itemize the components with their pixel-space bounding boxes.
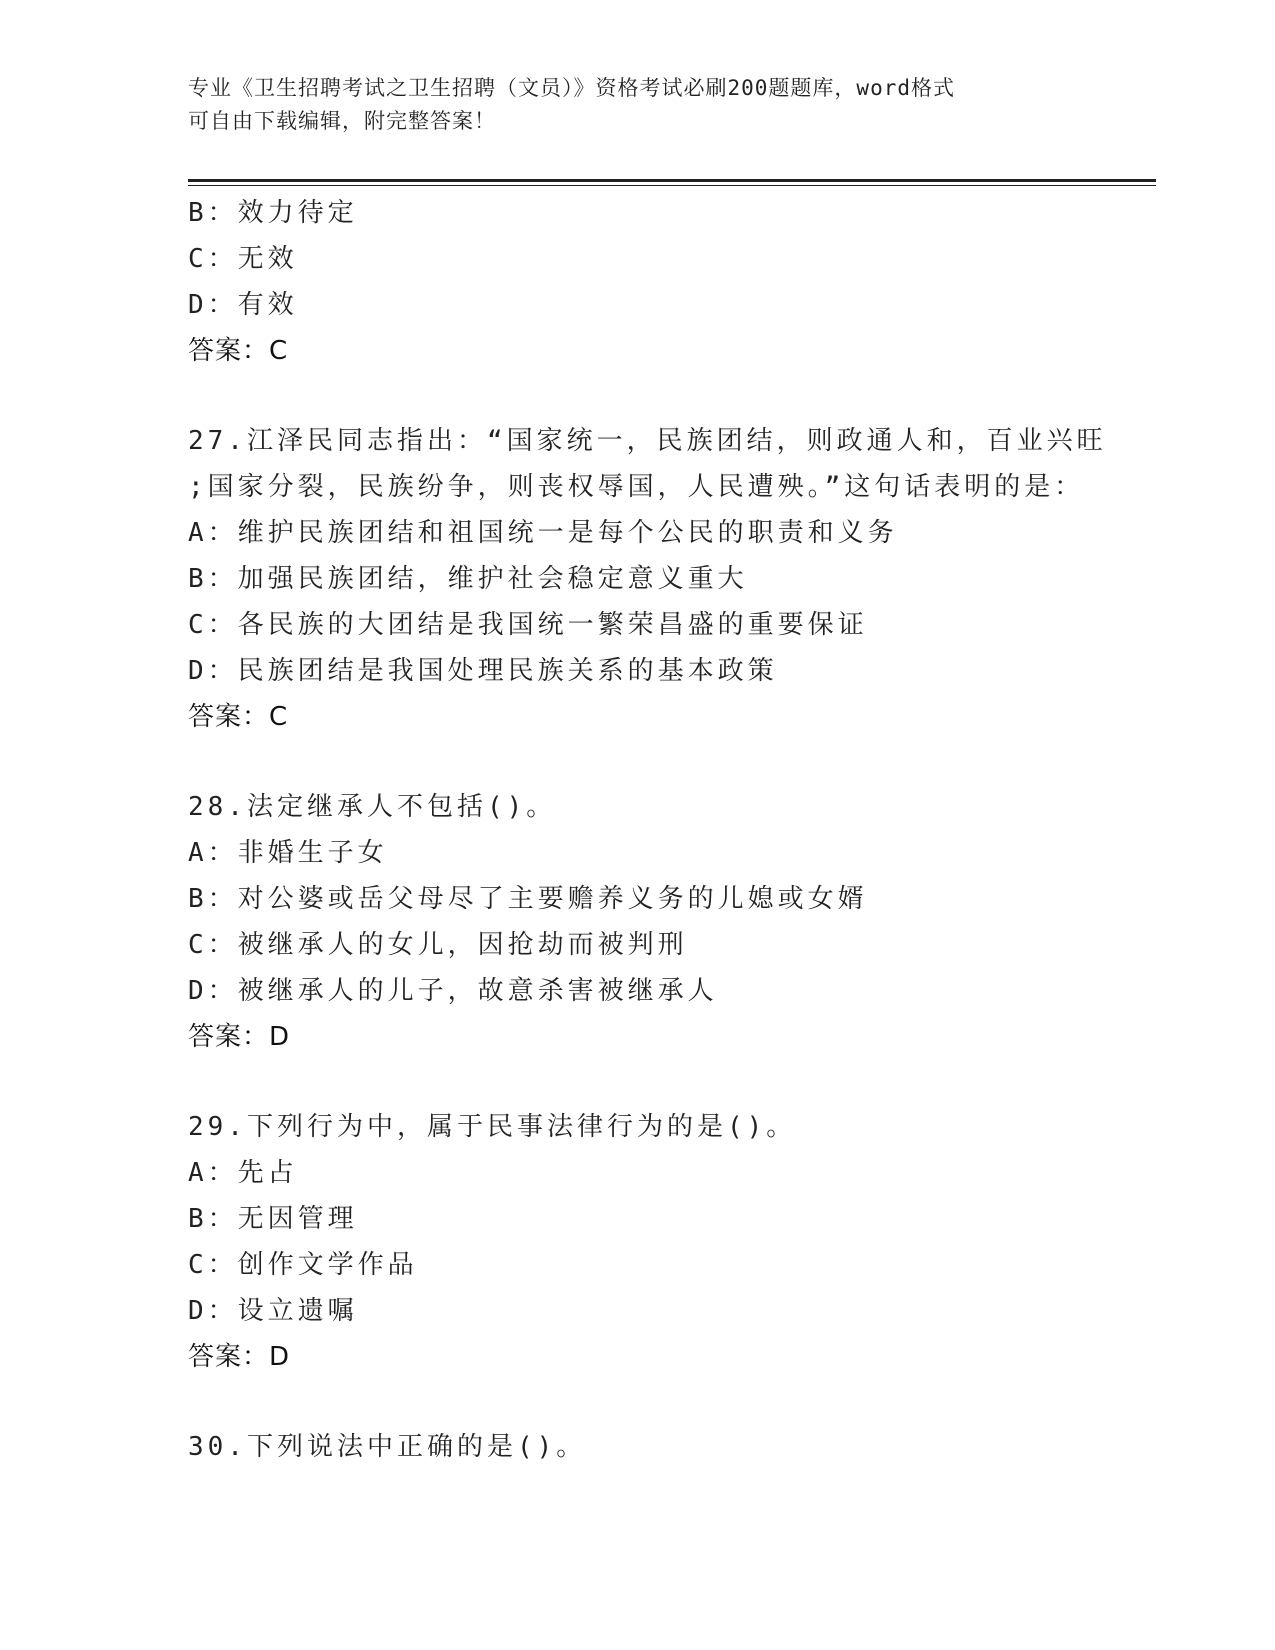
header-line-2: 可自由下载编辑，附完整答案！ xyxy=(188,109,496,133)
spacer xyxy=(188,374,1148,418)
spacer xyxy=(188,1380,1148,1424)
question-30 xyxy=(188,1424,1148,1470)
option-a: A：维护民族团结和祖国统一是每个公民的职责和义务 xyxy=(188,518,898,548)
option-d: D：有效 xyxy=(188,290,298,320)
option-b: B：对公婆或岳父母尽了主要赡养义务的儿媳或女婿 xyxy=(188,884,868,914)
spacer xyxy=(188,740,1148,784)
question-26-tail xyxy=(188,190,1148,374)
answer-line: 答案：D xyxy=(188,1342,291,1372)
option-b: B：无因管理 xyxy=(188,1204,358,1234)
answer-line: 答案：D xyxy=(188,1022,291,1052)
option-b: B：效力待定 xyxy=(188,198,358,228)
question-stem: 29.下列行为中，属于民事法律行为的是()。 xyxy=(188,1112,797,1142)
question-stem: 30.下列说法中正确的是()。 xyxy=(188,1432,587,1462)
question-stem: 27.江泽民同志指出：“国家统一，民族团结，则政通人和，百业兴旺 xyxy=(188,426,1107,456)
option-d: D：民族团结是我国处理民族关系的基本政策 xyxy=(188,656,778,686)
option-d: D：被继承人的儿子，故意杀害被继承人 xyxy=(188,976,718,1006)
question-28 xyxy=(188,784,1148,1060)
question-list xyxy=(188,190,1148,1470)
option-b: B：加强民族团结，维护社会稳定意义重大 xyxy=(188,564,748,594)
option-a: A：非婚生子女 xyxy=(188,838,388,868)
question-27 xyxy=(188,418,1148,740)
option-c: C：被继承人的女儿，因抢劫而被判刑 xyxy=(188,930,688,960)
option-c: C：各民族的大团结是我国统一繁荣昌盛的重要保证 xyxy=(188,610,868,640)
option-a: A：先占 xyxy=(188,1158,298,1188)
option-c: C：无效 xyxy=(188,244,298,274)
question-29 xyxy=(188,1104,1148,1380)
document-header xyxy=(188,72,1068,138)
question-stem-continued: ;国家分裂，民族纷争，则丧权辱国，人民遭殃。”这句话表明的是： xyxy=(188,472,1085,502)
option-d: D：设立遗嘱 xyxy=(188,1296,358,1326)
spacer xyxy=(188,1060,1148,1104)
header-rule-thin xyxy=(188,185,1156,186)
answer-line: 答案：C xyxy=(188,702,289,732)
option-c: C：创作文学作品 xyxy=(188,1250,418,1280)
header-rule-thick xyxy=(188,179,1156,182)
question-stem: 28.法定继承人不包括()。 xyxy=(188,792,557,822)
header-line-1: 专业《卫生招聘考试之卫生招聘（文员）》资格考试必刷200题题库，word格式 xyxy=(188,76,955,100)
answer-line: 答案：C xyxy=(188,336,289,366)
